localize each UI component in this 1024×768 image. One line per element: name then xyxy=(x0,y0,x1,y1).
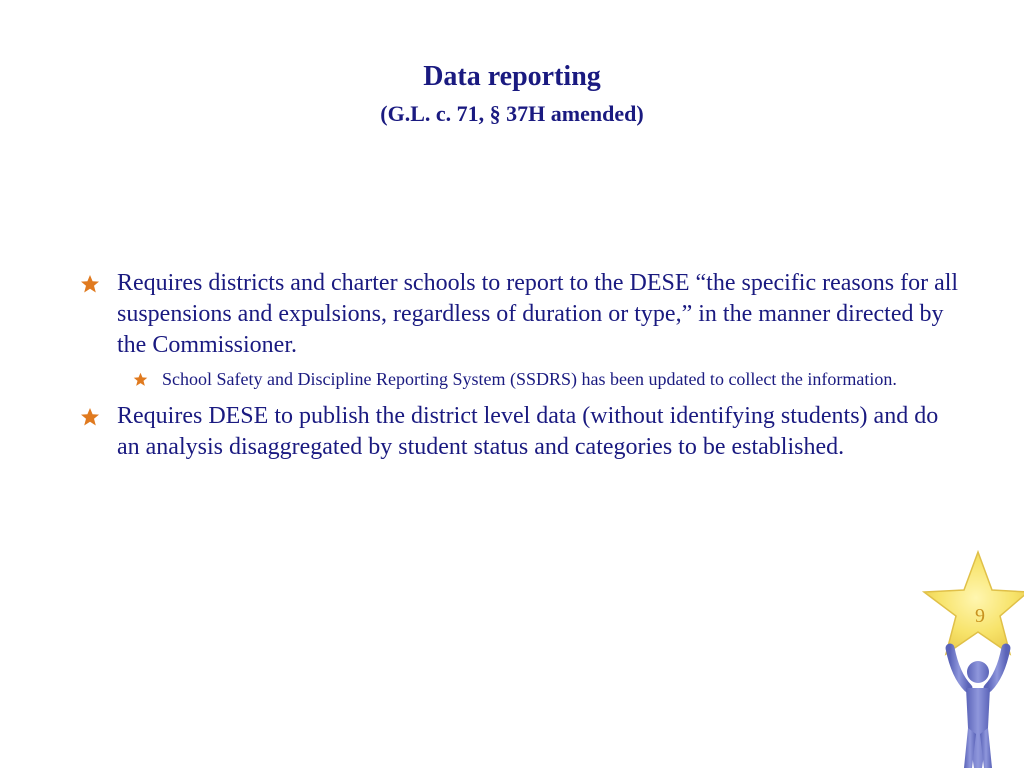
page-number: 9 xyxy=(975,605,985,627)
slide-title: Data reporting xyxy=(423,61,601,92)
person-holding-star-icon xyxy=(910,548,1024,768)
subbullet-item xyxy=(125,367,960,391)
bullet-item xyxy=(80,401,960,463)
slide-subtitle: (G.L. c. 71, § 37H amended) xyxy=(380,101,644,126)
subbullet-text: School Safety and Discipline Reporting System (SSDRS) has been updated to collect the information. xyxy=(162,369,897,389)
star-bullet-icon xyxy=(133,372,148,387)
bullet-item xyxy=(80,268,960,361)
star-bullet-icon xyxy=(80,274,100,294)
bullet-list xyxy=(80,268,960,463)
star-bullet-icon xyxy=(80,407,100,427)
bullet-text: Requires districts and charter schools to report to the DESE “the specific reasons for all suspensions and expulsions, regardless of duration or type,” in the manner directed by the Commissioner. xyxy=(117,270,959,358)
bullet-text: Requires DESE to publish the district level data (without identifying students) and do an analysis disaggregated by student status and categories to be established. xyxy=(117,403,939,460)
